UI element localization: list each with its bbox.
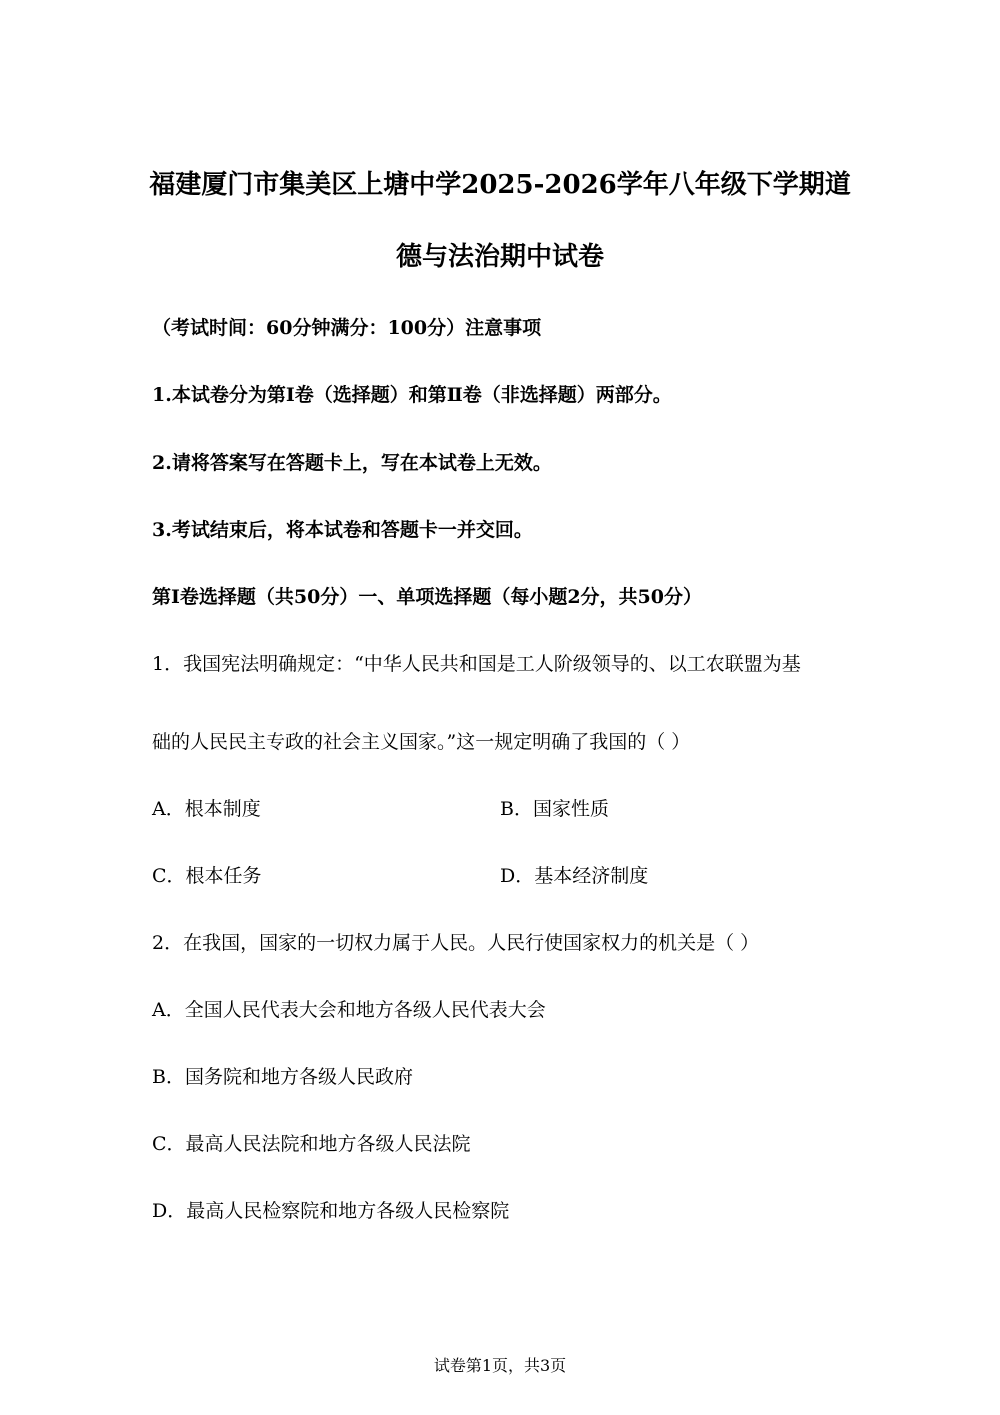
notice-item-3: 3.考试结束后，将本试卷和答题卡一并交回。 xyxy=(152,519,533,541)
page-footer: 试卷第1页，共3页 xyxy=(433,1356,567,1375)
question-1-option-d: D．基本经济制度 xyxy=(500,865,649,887)
notice-header: （考试时间：60分钟满分：100分）注意事项 xyxy=(152,317,542,339)
question-2-option-d: D．最高人民检察院和地方各级人民检察院 xyxy=(152,1200,510,1222)
question-1-option-c: C．根本任务 xyxy=(152,865,262,887)
question-1-option-a: A．根本制度 xyxy=(152,798,261,820)
title-line-1: 福建厦门市集美区上塘中学2025-2026学年八年级下学期道 xyxy=(149,170,851,200)
question-1-option-b: B．国家性质 xyxy=(500,798,609,820)
section-heading: 第Ⅰ卷选择题（共50分）一、单项选择题（每小题2分，共50分） xyxy=(152,586,702,608)
notice-item-2: 2.请将答案写在答题卡上，写在本试卷上无效。 xyxy=(152,452,552,474)
question-2-option-c: C．最高人民法院和地方各级人民法院 xyxy=(152,1133,471,1155)
question-2-option-b: B．国务院和地方各级人民政府 xyxy=(152,1066,413,1088)
question-1-stem-line-1: 1．我国宪法明确规定：“中华人民共和国是工人阶级领导的、以工农联盟为基 xyxy=(152,653,801,675)
question-2-stem: 2．在我国，国家的一切权力属于人民。人民行使国家权力的机关是（ ） xyxy=(152,932,760,954)
title-line-2: 德与法治期中试卷 xyxy=(395,242,604,272)
question-1-stem-line-2: 础的人民民主专政的社会主义国家。”这一规定明确了我国的（ ） xyxy=(152,731,691,753)
notice-item-1: 1.本试卷分为第Ⅰ卷（选择题）和第Ⅱ卷（非选择题）两部分。 xyxy=(152,384,672,406)
question-2-option-a: A．全国人民代表大会和地方各级人民代表大会 xyxy=(152,999,546,1021)
